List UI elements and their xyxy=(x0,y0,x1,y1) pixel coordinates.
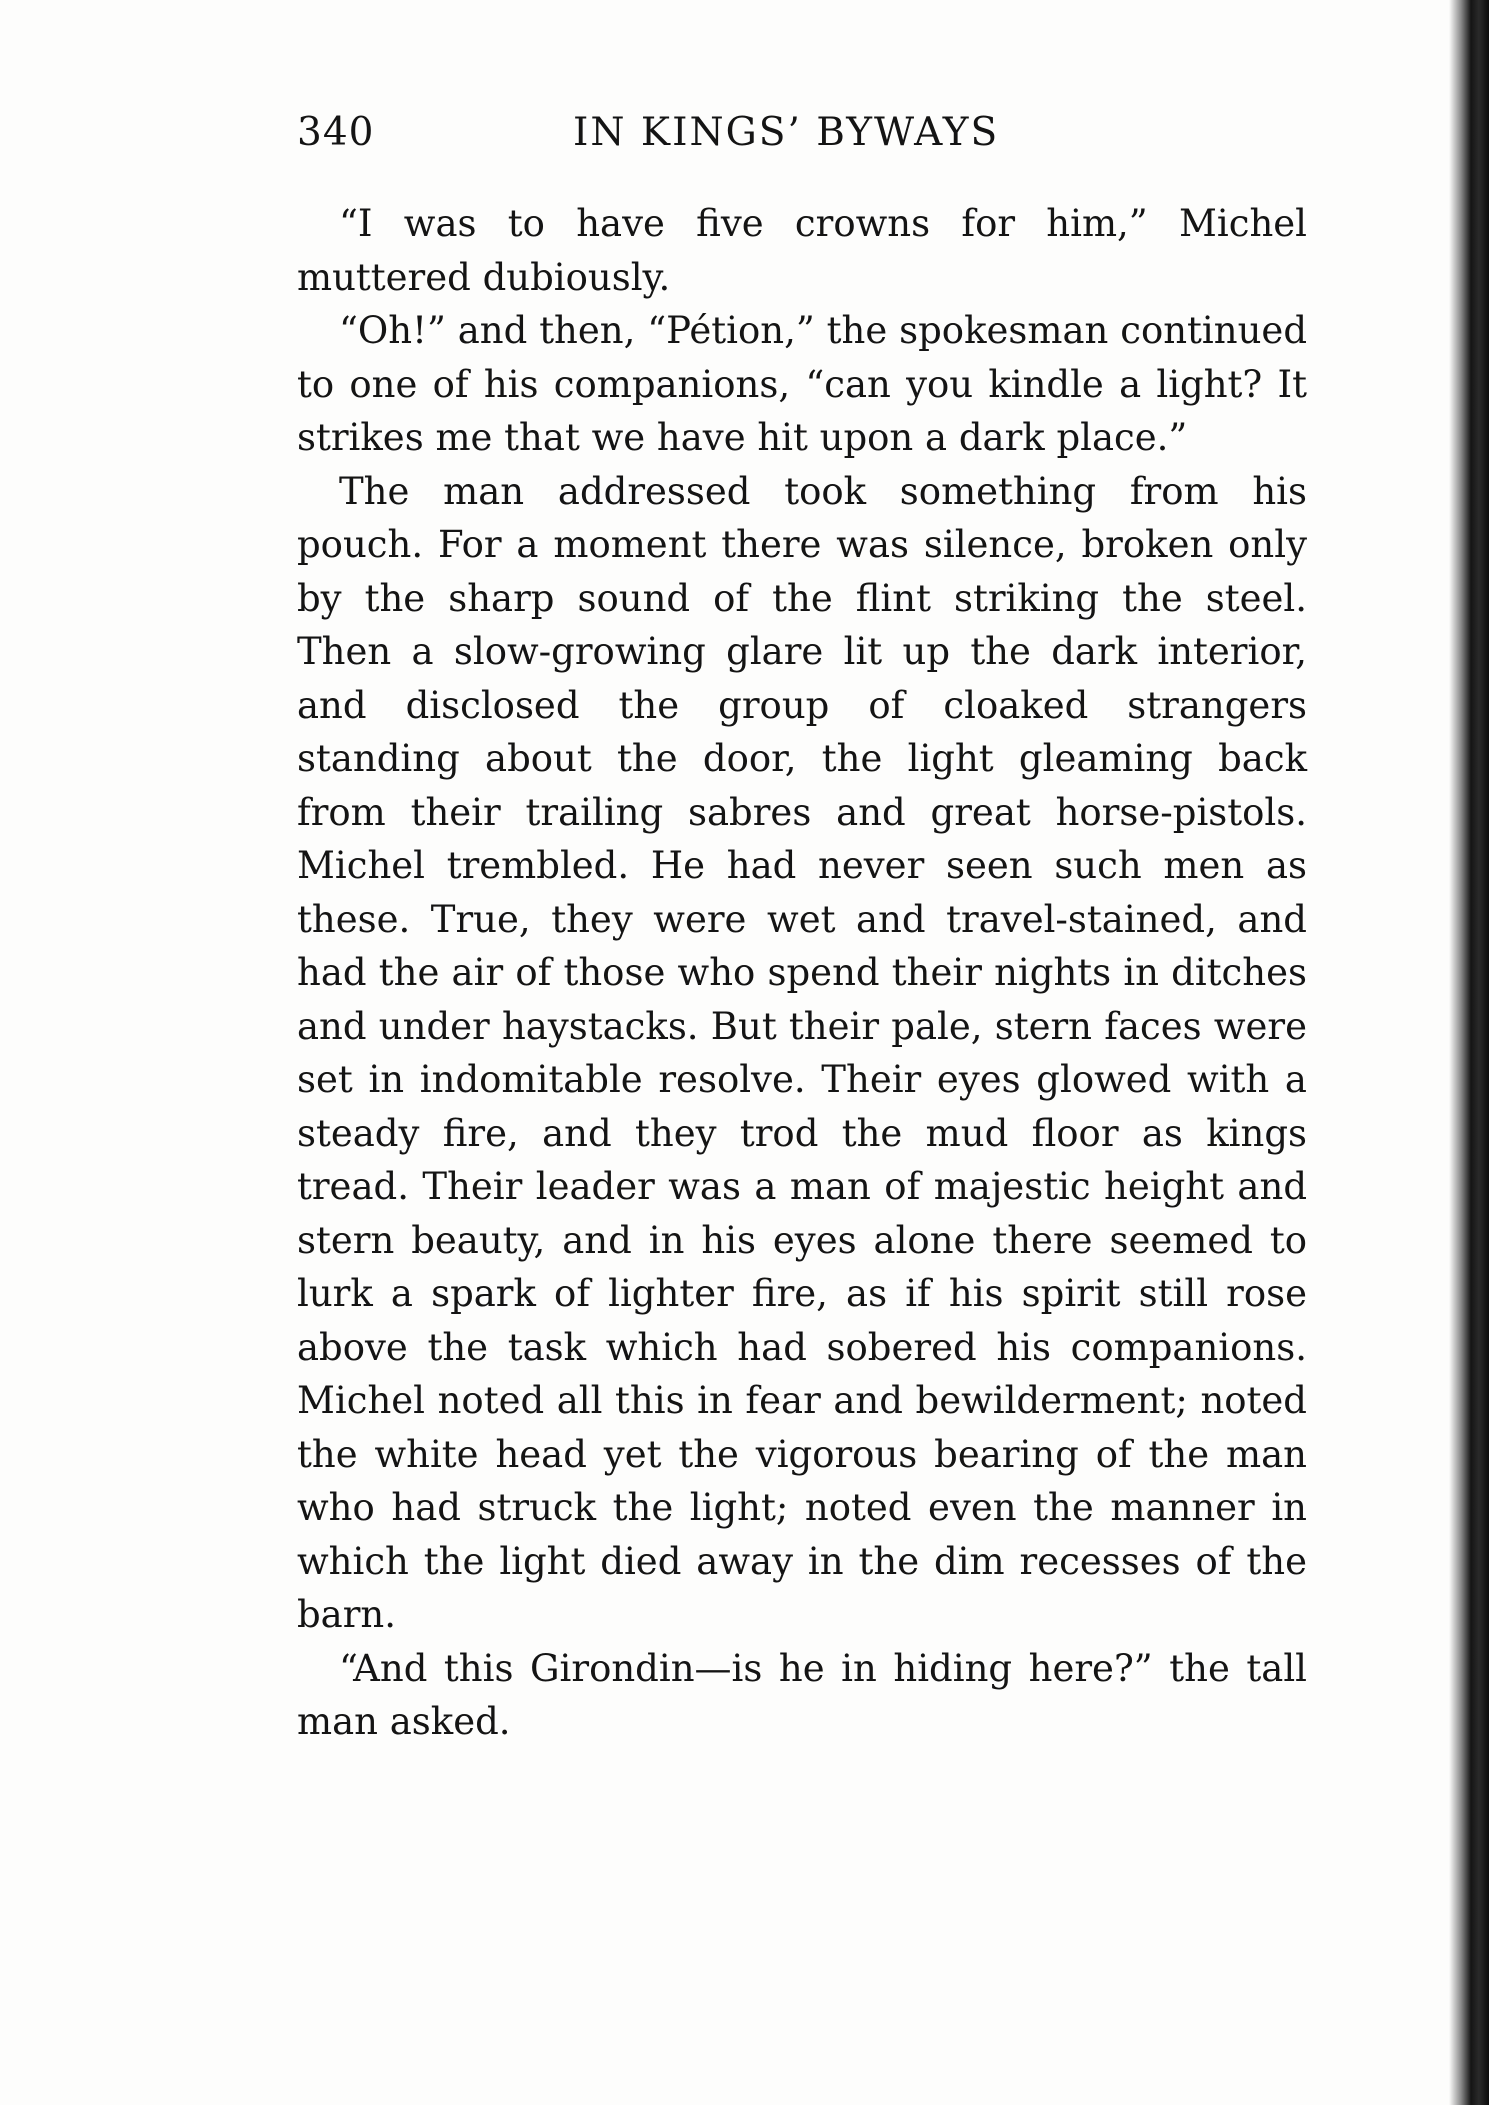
page-header xyxy=(297,110,1307,170)
running-head: IN KINGS’ BYWAYS xyxy=(573,110,1000,155)
book-spine-shadow xyxy=(1449,0,1489,2105)
body-text xyxy=(297,197,1307,1749)
page-number: 340 xyxy=(297,110,375,155)
paragraph: The man addressed took something from his pouch. For a moment there was silence, broken only by the sharp sound of the flint striking the steel. Then a slow-growing glare lit up the dark interior, and disclosed the group of cloaked strangers standing about the door, the light gleaming back from their trailing sabres and great horse-pistols. Michel trembled. He had never seen such men as these. True, they were wet and travel-stained, and had the air of those who spend their nights in ditches and under haystacks. But their pale, stern faces were set in indomitable resolve. Their eyes glowed with a steady fire, and they trod the mud floor as kings tread. Their leader was a man of majestic height and stern beauty, and in his eyes alone there seemed to lurk a spark of lighter fire, as if his spirit still rose above the task which had sobered his companions. Michel noted all this in fear and bewilderment; noted the white head yet the vigorous bearing of the man who had struck the light; noted even the manner in which the light died away in the dim recesses of the barn. xyxy=(297,469,1307,1636)
paragraph: “Oh!” and then, “Pétion,” the spokesman continued to one of his companions, “can you kindle a light? It strikes me that we have hit upon a dark place.” xyxy=(297,309,1307,459)
paragraph: “I was to have five crowns for him,” Michel muttered dubiously. xyxy=(297,202,1307,299)
paragraph: “And this Girondin—is he in hiding here?” the tall man asked. xyxy=(297,1646,1307,1743)
